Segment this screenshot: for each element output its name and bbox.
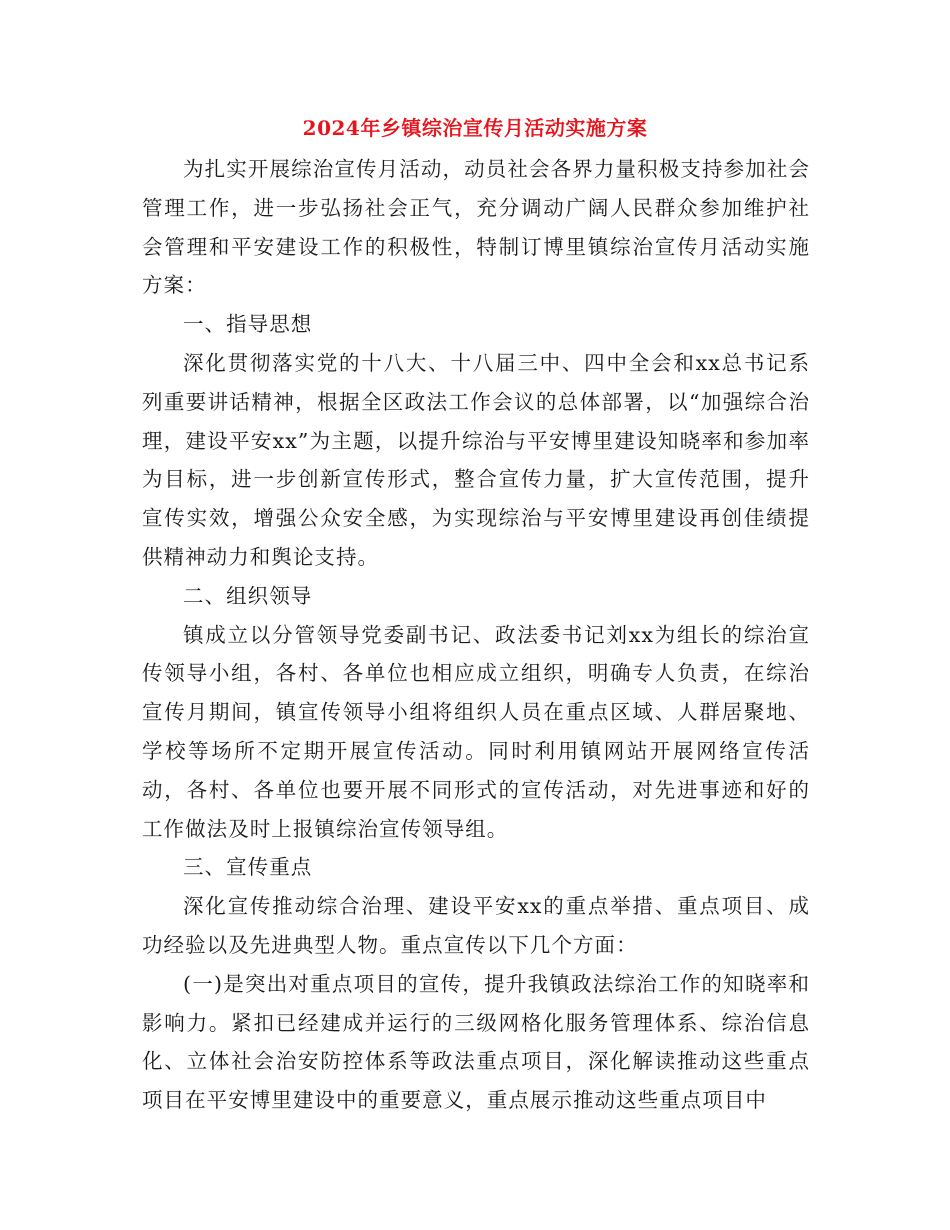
key-projects-paragraph: (一)是突出对重点项目的宣传，提升我镇政法综治工作的知晓率和影响力。紧扣已经建成并运行的三级网格化服务管理体系、综治信息化、立体社会治安防控体系等政法重点项目，深化解读推动这些重点项目在平安博里建设中的重要意义，重点展示推动这些重点项目中 — [142, 971, 810, 1113]
organization-paragraph: 镇成立以分管领导党委副书记、政法委书记刘xx为组长的综治宣传领导小组，各村、各单位也相应成立组织，明确专人负责，在综治宣传月期间，镇宣传领导小组将组织人员在重点区域、人群居聚地、学校等场所不定期开展宣传活动。同时利用镇网站开展网络宣传活动，各村、各单位也要开展不同形式的宣传活动，对先进事迹和好的工作做法及时上报镇综治宣传领导组。 — [142, 622, 810, 841]
section-heading-publicity-focus: 三、宣传重点 — [183, 855, 313, 880]
intro-paragraph: 为扎实开展综治宣传月活动，动员社会各界力量积极支持参加社会管理工作，进一步弘扬社会正气，充分调动广阔人民群众参加维护社会管理和平安建设工作的积极性，特制订博里镇综治宣传月活动实施方案： — [142, 157, 810, 298]
section-heading-guiding-ideology: 一、指导思想 — [183, 312, 313, 337]
document-body — [142, 150, 810, 1120]
publicity-focus-paragraph: 深化宣传推动综合治理、建设平安xx的重点举措、重点项目、成功经验以及先进典型人物。重点宣传以下几个方面： — [142, 894, 810, 957]
guiding-ideology-paragraph: 深化贯彻落实党的十八大、十八届三中、四中全会和xx总书记系列重要讲话精神，根据全区政法工作会议的总体部署，以“加强综合治理，建设平安xx”为主题，以提升综治与平安博里建设知晓率和参加率为目标，进一步创新宣传形式，整合宣传力量，扩大宣传范围，提升宣传实效，增强公众安全感，为实现综治与平安博里建设再创佳绩提供精神动力和舆论支持。 — [142, 350, 810, 569]
document-title: 2024年乡镇综治宣传月活动实施方案 — [302, 116, 648, 140]
section-heading-organization: 二、组织领导 — [183, 583, 313, 608]
